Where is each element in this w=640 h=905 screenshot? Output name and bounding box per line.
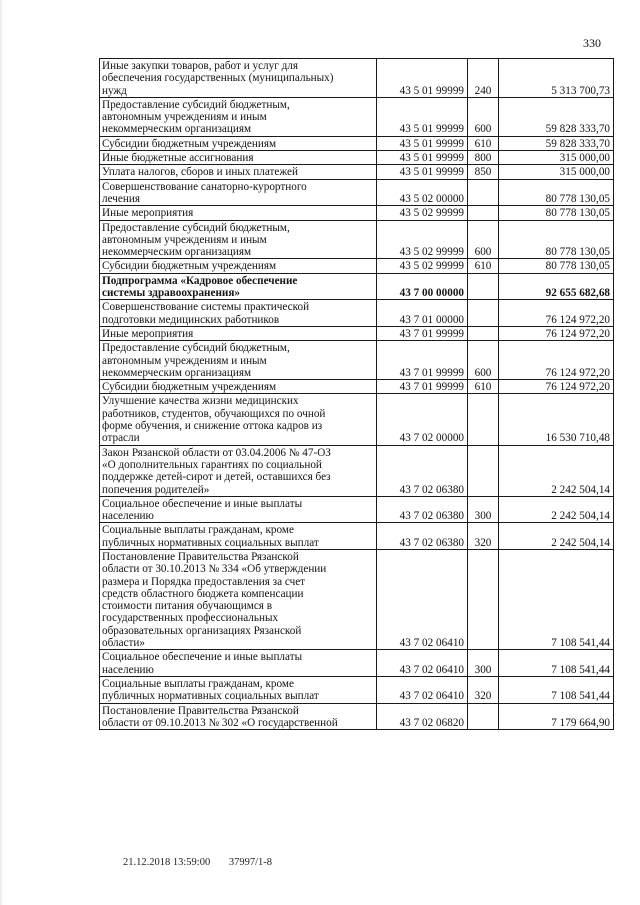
row-amount-cell: 5 313 700,73 <box>499 59 614 98</box>
row-name-line: Подпрограмма «Кадровое обеспечение <box>102 274 298 287</box>
row-amount-cell: 80 778 130,05 <box>499 220 614 259</box>
row-name-line: Закон Рязанской области от 03.04.2006 № 47-ОЗ <box>102 446 331 459</box>
row-name-line: автономным учреждениям и иным <box>102 111 267 124</box>
row-name-cell <box>100 380 377 394</box>
row-name-line: Уплата налогов, сборов и иных платежей <box>102 166 298 179</box>
row-type-cell: 610 <box>468 136 499 150</box>
row-name-line: Предоставление субсидий бюджетным, <box>102 98 290 111</box>
row-name-cell <box>100 259 377 273</box>
row-amount-cell: 92 655 682,68 <box>499 273 614 300</box>
row-type-cell: 610 <box>468 380 499 394</box>
row-name-line: работников, студентов, обучающихся по очной <box>102 407 326 420</box>
row-name-line: населению <box>102 510 154 523</box>
row-code-cell: 43 5 02 99999 <box>377 220 468 259</box>
row-name-cell <box>100 445 377 496</box>
row-name-line: Иные бюджетные ассигнования <box>102 152 254 165</box>
row-code-cell: 43 5 02 99999 <box>377 259 468 273</box>
row-type-cell <box>468 273 499 300</box>
row-name-line: публичных нормативных социальных выплат <box>102 690 319 703</box>
table-row <box>100 273 614 300</box>
table-row <box>100 136 614 150</box>
row-name-line: публичных нормативных социальных выплат <box>102 536 319 549</box>
row-name-cell <box>100 703 377 730</box>
row-name-cell <box>100 300 377 327</box>
row-name-cell <box>100 326 377 340</box>
row-type-cell: 800 <box>468 151 499 165</box>
row-code-cell: 43 7 02 06380 <box>377 445 468 496</box>
row-amount-cell: 7 179 664,90 <box>499 703 614 730</box>
row-type-cell <box>468 703 499 730</box>
row-type-cell: 300 <box>468 650 499 677</box>
row-name-cell <box>100 206 377 220</box>
row-code-cell: 43 7 01 99999 <box>377 380 468 394</box>
row-amount-cell: 7 108 541,44 <box>499 549 614 649</box>
table-row <box>100 97 614 136</box>
table-row <box>100 676 614 703</box>
row-name-line: Улучшение качества жизни медицинских <box>102 395 299 408</box>
row-name-cell <box>100 496 377 523</box>
row-name-cell <box>100 165 377 179</box>
row-name-line: средств областного бюджета компенсации <box>102 587 304 600</box>
row-name-line: лечения <box>102 192 140 205</box>
row-name-line: некоммерческим организациям <box>102 366 252 379</box>
row-code-cell: 43 7 01 00000 <box>377 300 468 327</box>
row-name-line: некоммерческим организациям <box>102 246 252 259</box>
row-type-cell: 320 <box>468 523 499 550</box>
row-code-cell: 43 5 01 99999 <box>377 59 468 98</box>
row-amount-cell: 80 778 130,05 <box>499 259 614 273</box>
row-name-line: области» <box>102 637 145 650</box>
row-type-cell <box>468 549 499 649</box>
table-row <box>100 179 614 206</box>
row-name-line: Субсидии бюджетным учреждениям <box>102 137 277 150</box>
row-amount-cell: 2 242 504,14 <box>499 496 614 523</box>
row-name-line: Постановление Правительства Рязанской <box>102 704 299 717</box>
table-row <box>100 394 614 445</box>
table-row <box>100 151 614 165</box>
row-code-cell: 43 5 01 99999 <box>377 151 468 165</box>
budget-table <box>99 58 614 730</box>
row-type-cell: 850 <box>468 165 499 179</box>
row-code-cell: 43 7 02 06410 <box>377 549 468 649</box>
row-type-cell: 600 <box>468 220 499 259</box>
row-name-cell <box>100 273 377 300</box>
row-name-line: некоммерческим организациям <box>102 123 252 136</box>
table-row <box>100 300 614 327</box>
row-name-line: области от 30.10.2013 № 334 «Об утверждении <box>102 563 327 576</box>
row-code-cell: 43 7 01 99999 <box>377 341 468 380</box>
page-footer <box>123 857 288 869</box>
row-type-cell: 240 <box>468 59 499 98</box>
table-row <box>100 445 614 496</box>
row-code-cell: 43 7 02 06410 <box>377 650 468 677</box>
row-amount-cell: 7 108 541,44 <box>499 676 614 703</box>
table-row <box>100 496 614 523</box>
row-amount-cell: 59 828 333,70 <box>499 136 614 150</box>
table-row <box>100 650 614 677</box>
row-amount-cell: 76 124 972,20 <box>499 341 614 380</box>
table-row <box>100 206 614 220</box>
row-name-cell <box>100 97 377 136</box>
row-type-cell: 600 <box>468 341 499 380</box>
row-name-line: образовательных организациях Рязанской <box>102 624 302 637</box>
row-name-line: попечения родителей» <box>102 483 210 496</box>
table-row <box>100 326 614 340</box>
row-name-line: Иные закупки товаров, работ и услуг для <box>102 60 299 72</box>
row-amount-cell: 76 124 972,20 <box>499 326 614 340</box>
row-type-cell <box>468 179 499 206</box>
row-amount-cell: 76 124 972,20 <box>499 380 614 394</box>
row-name-line: государственных профессиональных <box>102 612 279 625</box>
row-code-cell: 43 7 01 99999 <box>377 326 468 340</box>
row-code-cell: 43 5 01 99999 <box>377 136 468 150</box>
scan-edge <box>0 0 3 905</box>
row-name-line: Субсидии бюджетным учреждениям <box>102 381 277 394</box>
row-name-line: обеспечения государственных (муниципальных) <box>102 72 334 85</box>
row-name-line: подготовки медицинских работников <box>102 313 280 326</box>
row-name-line: стоимости питания обучающимся в <box>102 600 273 613</box>
table-row <box>100 523 614 550</box>
row-name-line: Предоставление субсидий бюджетным, <box>102 342 290 355</box>
row-name-line: системы здравоохранения» <box>102 287 240 300</box>
table-row <box>100 59 614 98</box>
row-amount-cell: 16 530 710,48 <box>499 394 614 445</box>
row-name-cell <box>100 136 377 150</box>
row-name-line: форме обучения, и снижение оттока кадров из <box>102 420 323 433</box>
budget-table-body <box>100 59 614 730</box>
row-name-line: Социальные выплаты гражданам, кроме <box>102 524 294 537</box>
row-name-line: Иные мероприятия <box>102 327 194 340</box>
table-row <box>100 341 614 380</box>
row-type-cell <box>468 445 499 496</box>
row-type-cell: 610 <box>468 259 499 273</box>
table-row <box>100 549 614 649</box>
footer-doc-id: 37997/1-8 <box>228 857 273 868</box>
row-code-cell: 43 5 01 99999 <box>377 97 468 136</box>
row-name-line: области от 09.10.2013 № 302 «О государственной <box>102 716 338 729</box>
row-name-line: нужд <box>102 84 127 97</box>
row-name-line: отрасли <box>102 432 140 445</box>
row-amount-cell: 315 000,00 <box>499 165 614 179</box>
row-code-cell: 43 7 00 00000 <box>377 273 468 300</box>
row-amount-cell: 2 242 504,14 <box>499 445 614 496</box>
row-name-line: размера и Порядка предоставления за счет <box>102 575 306 588</box>
row-code-cell: 43 5 01 99999 <box>377 165 468 179</box>
row-name-line: Иные мероприятия <box>102 207 194 220</box>
row-code-cell: 43 7 02 06380 <box>377 523 468 550</box>
row-amount-cell: 80 778 130,05 <box>499 206 614 220</box>
row-name-line: Социальные выплаты гражданам, кроме <box>102 677 294 690</box>
row-amount-cell: 7 108 541,44 <box>499 650 614 677</box>
row-name-line: Постановление Правительства Рязанской <box>102 550 299 563</box>
row-type-cell: 320 <box>468 676 499 703</box>
table-row <box>100 703 614 730</box>
row-name-line: Социальное обеспечение и иные выплаты <box>102 651 303 664</box>
row-amount-cell: 80 778 130,05 <box>499 179 614 206</box>
row-code-cell: 43 5 02 00000 <box>377 179 468 206</box>
row-name-cell <box>100 676 377 703</box>
row-name-cell <box>100 650 377 677</box>
row-name-line: «О дополнительных гарантиях по социальной <box>102 458 322 471</box>
row-name-line: Социальное обеспечение и иные выплаты <box>102 497 303 510</box>
row-name-cell <box>100 151 377 165</box>
row-type-cell <box>468 300 499 327</box>
row-type-cell <box>468 326 499 340</box>
row-amount-cell: 2 242 504,14 <box>499 523 614 550</box>
row-code-cell: 43 5 02 99999 <box>377 206 468 220</box>
footer-timestamp: 21.12.2018 13:59:00 <box>123 857 211 868</box>
row-name-cell <box>100 549 377 649</box>
row-name-line: Совершенствование системы практической <box>102 301 310 314</box>
row-name-line: Субсидии бюджетным учреждениям <box>102 260 277 273</box>
row-name-line: Совершенствование санаторно-курортного <box>102 180 307 193</box>
row-amount-cell: 59 828 333,70 <box>499 97 614 136</box>
row-name-cell <box>100 179 377 206</box>
row-code-cell: 43 7 02 06380 <box>377 496 468 523</box>
table-row <box>100 259 614 273</box>
row-name-line: населению <box>102 663 154 676</box>
row-name-line: Предоставление субсидий бюджетным, <box>102 221 290 234</box>
row-amount-cell: 315 000,00 <box>499 151 614 165</box>
row-type-cell: 600 <box>468 97 499 136</box>
row-code-cell: 43 7 02 00000 <box>377 394 468 445</box>
row-name-line: автономным учреждениям и иным <box>102 233 267 246</box>
table-row <box>100 220 614 259</box>
row-name-line: поддержке детей-сирот и детей, оставшихся без <box>102 471 331 484</box>
table-row <box>100 165 614 179</box>
row-name-cell <box>100 341 377 380</box>
row-type-cell <box>468 394 499 445</box>
row-name-cell <box>100 59 377 98</box>
row-name-cell <box>100 394 377 445</box>
row-type-cell: 300 <box>468 496 499 523</box>
table-row <box>100 380 614 394</box>
row-name-cell <box>100 523 377 550</box>
row-amount-cell: 76 124 972,20 <box>499 300 614 327</box>
page-number: 330 <box>583 36 601 50</box>
row-code-cell: 43 7 02 06820 <box>377 703 468 730</box>
row-name-line: автономным учреждениям и иным <box>102 354 267 367</box>
row-code-cell: 43 7 02 06410 <box>377 676 468 703</box>
row-type-cell <box>468 206 499 220</box>
row-name-cell <box>100 220 377 259</box>
